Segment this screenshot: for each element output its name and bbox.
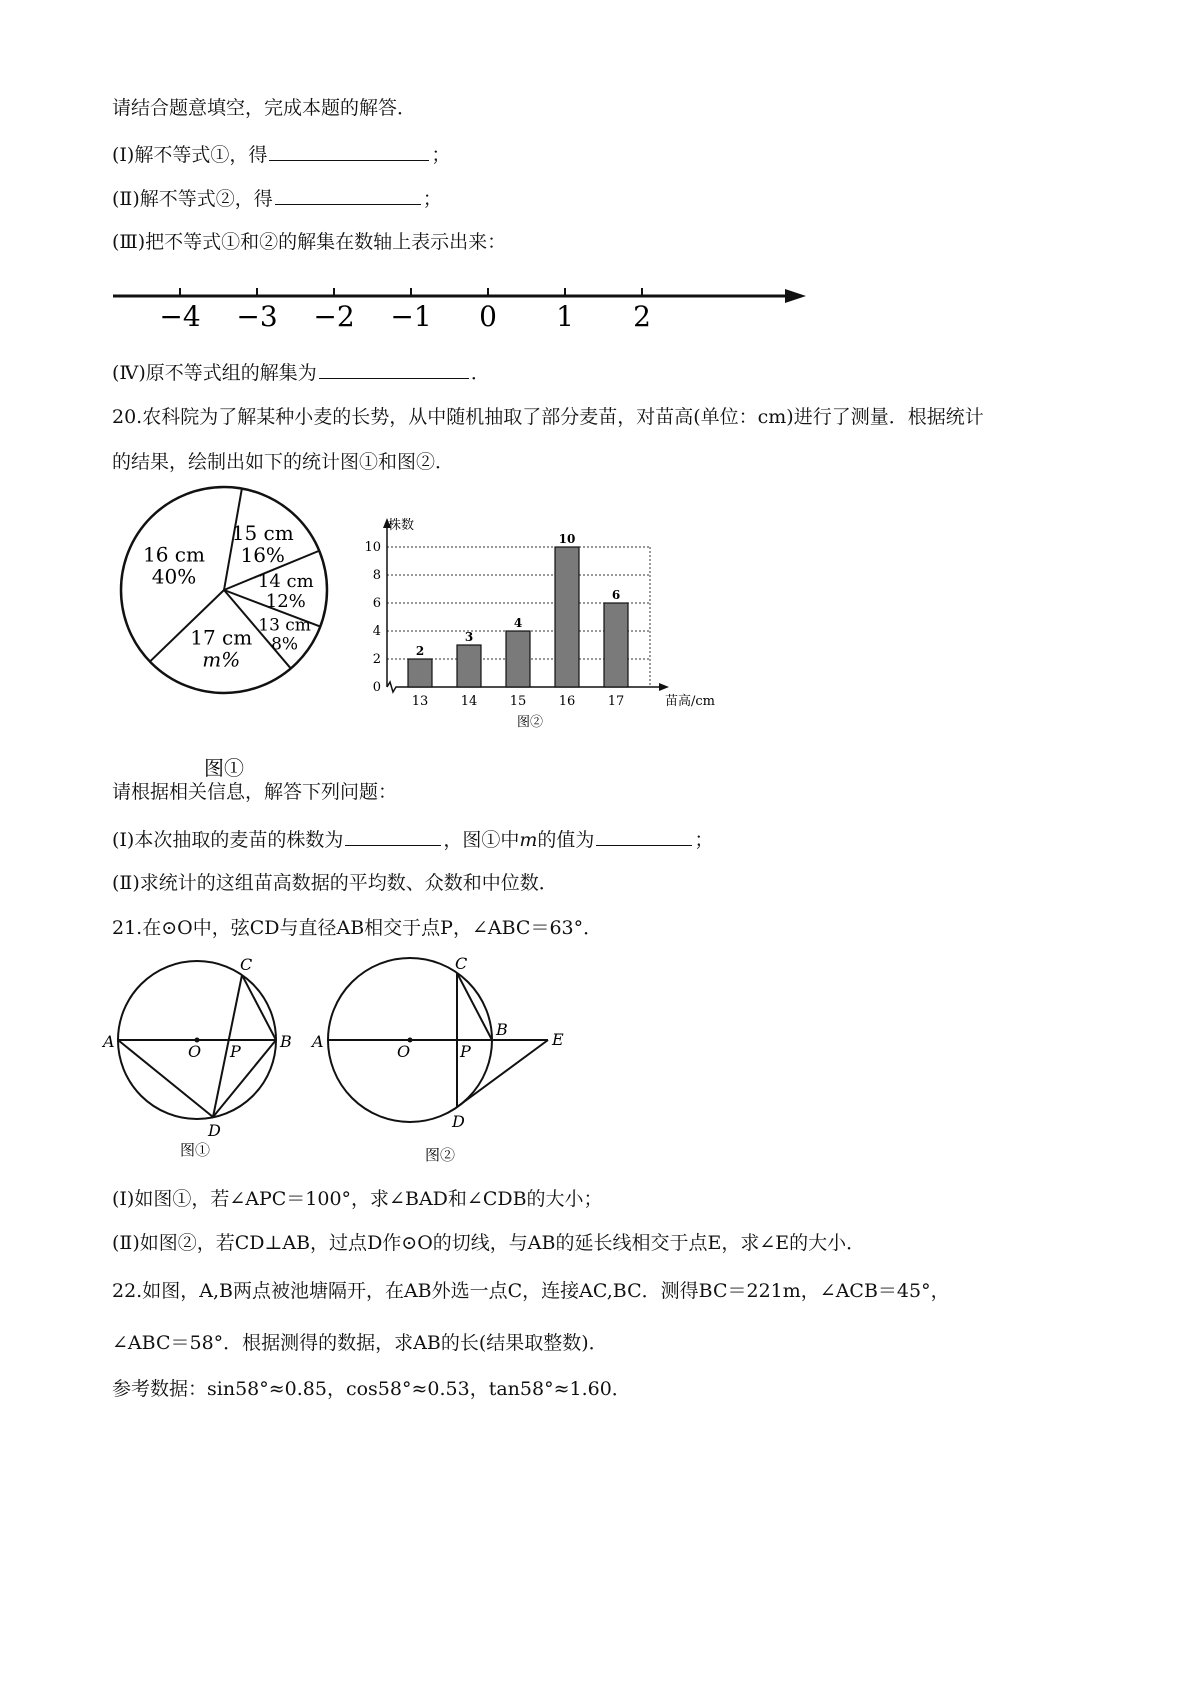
number-line-tick-label: 1: [556, 300, 574, 333]
variable-m: m: [519, 829, 538, 851]
pie-slice-percent: 12%: [265, 591, 306, 613]
fig1-label-c: C: [240, 955, 253, 974]
q21-part1: (Ⅰ)如图①，若∠APC＝100°，求∠BAD和∠CDB的大小；: [112, 1188, 603, 1210]
q19-part4: [112, 358, 490, 386]
bar-y-tick-label: 0: [372, 680, 381, 695]
pie-caption: 图①: [204, 756, 244, 780]
number-line-tick-label: −3: [236, 300, 278, 333]
bar-y-tick-label: 4: [372, 624, 381, 639]
fig2-label-d: D: [452, 1112, 465, 1131]
bar-x-tick-label: 17: [607, 694, 625, 709]
pie-slice-percent: 8%: [271, 634, 299, 655]
bar-chart: [345, 512, 725, 737]
bar: [555, 547, 579, 687]
fig2-label-a: A: [312, 1032, 324, 1051]
fig2-segment-cb: [457, 973, 492, 1040]
number-line-tick-label: −2: [313, 300, 355, 333]
pie-slice-label: 14 cm: [257, 571, 314, 593]
q19-part2-text: (Ⅱ)解不等式②，得: [112, 188, 273, 210]
pie-slice-percent: m%: [202, 647, 241, 672]
answer-blank[interactable]: [319, 358, 469, 379]
answer-blank[interactable]: [269, 140, 429, 161]
bar: [604, 603, 628, 687]
number-line-tick-label: −1: [390, 300, 432, 333]
q19-part3: (Ⅲ)把不等式①和②的解集在数轴上表示出来：: [112, 231, 507, 253]
pie-slice-label: 17 cm: [190, 625, 253, 650]
bar: [457, 645, 481, 687]
pie-chart: [112, 485, 352, 785]
answer-blank[interactable]: [596, 825, 692, 846]
fig1-label-b: B: [280, 1032, 292, 1051]
number-line-tick-label: 2: [633, 300, 651, 333]
fig2-label-p: P: [460, 1042, 471, 1061]
q20-part1: [112, 825, 713, 853]
q20-part2: (Ⅱ)求统计的这组苗高数据的平均数、众数和中位数．: [112, 872, 558, 894]
answer-blank[interactable]: [275, 184, 421, 205]
q20-part1-end: ；: [694, 829, 714, 851]
bar-y-tick-label: 2: [372, 652, 381, 667]
q19-part4-text: (Ⅳ)原不等式组的解集为: [112, 362, 317, 384]
q22-reference-data: 参考数据：sin58°≈0.85，cos58°≈0.53，tan58°≈1.60．: [112, 1378, 631, 1400]
q22-line1: 22.如图，A,B两点被池塘隔开，在AB外选一点C，连接AC,BC．测得BC＝221m，∠ACB＝45°，: [112, 1280, 950, 1302]
bar-x-label: 苗高/cm: [665, 694, 715, 709]
bar-data-label: 6: [611, 588, 621, 602]
bar-data-label: 2: [415, 644, 425, 658]
number-line-arrow: [785, 289, 806, 303]
bar-x-axis-arrow: [659, 683, 669, 691]
q20-stem-line1: 20.农科院为了解某种小麦的长势，从中随机抽取了部分麦苗，对苗高(单位：cm)进行了测量．根据统计: [112, 406, 984, 428]
q20-part1-mid2: 的值为: [537, 829, 595, 851]
bar: [408, 659, 432, 687]
q19-part2-end: ；: [422, 188, 442, 210]
q19-part4-end: ．: [470, 362, 490, 384]
bar-data-label: 4: [513, 616, 523, 630]
bar-y-label: 株数: [388, 518, 415, 533]
number-line-tick-label: 0: [479, 300, 497, 333]
number-line-tick-label: −4: [159, 300, 201, 333]
bar-caption: 图②: [516, 715, 544, 730]
pie-slice-label: 15 cm: [231, 520, 294, 545]
q22-line2: ∠ABC＝58°．根据测得的数据，求AB的长(结果取整数)．: [112, 1332, 608, 1354]
q21-stem: 21.在⊙O中，弦CD与直径AB相交于点P，∠ABC＝63°．: [112, 917, 603, 939]
fig1-caption: 图①: [179, 1141, 211, 1159]
fig2-label-o: O: [397, 1042, 411, 1061]
fig2-label-b: B: [496, 1020, 508, 1039]
bar-y-tick-label: 8: [372, 568, 381, 583]
bar-x-tick-label: 16: [558, 694, 576, 709]
fig1-label-a: A: [103, 1032, 115, 1051]
fig2-caption: 图②: [424, 1146, 456, 1164]
bar-x-tick-label: 14: [460, 694, 478, 709]
q19-part1-text: (Ⅰ)解不等式①，得: [112, 144, 268, 166]
fig2-label-c: C: [455, 955, 468, 973]
q19-part2: [112, 184, 442, 212]
pie-slice-label: 16 cm: [142, 542, 205, 567]
pie-slice-label: 13 cm: [258, 615, 311, 636]
bar: [506, 631, 530, 687]
bar-y-tick-label: 10: [364, 540, 381, 555]
pie-slice-percent: 16%: [240, 542, 285, 567]
bar-y-tick-label: 6: [372, 596, 381, 611]
q20-part1-text: (Ⅰ)本次抽取的麦苗的株数为: [112, 829, 344, 851]
fig2-label-e: E: [552, 1030, 564, 1049]
bar-x-tick-label: 13: [411, 694, 429, 709]
fig1-label-p: P: [230, 1042, 241, 1061]
q21-figures: [100, 955, 620, 1175]
number-line: [110, 280, 810, 360]
answer-blank[interactable]: [345, 825, 441, 846]
q19-intro: 请结合题意填空，完成本题的解答．: [112, 97, 417, 119]
bar-data-label: 10: [558, 532, 576, 546]
fig1-label-o: O: [188, 1042, 202, 1061]
q21-part2: (Ⅱ)如图②，若CD⊥AB，过点D作⊙O的切线，与AB的延长线相交于点E，求∠E的大小．: [112, 1232, 866, 1254]
bar-data-label: 3: [464, 630, 474, 644]
fig1-segment-cb: [242, 975, 276, 1040]
q19-part1: [112, 140, 450, 168]
fig1-label-d: D: [208, 1121, 221, 1140]
q19-part1-end: ；: [431, 144, 451, 166]
q20-prompt: 请根据相关信息，解答下列问题：: [112, 781, 398, 803]
pie-slice-percent: 40%: [151, 564, 197, 589]
q20-stem-line2: 的结果，绘制出如下的统计图①和图②．: [112, 451, 455, 473]
bar-x-tick-label: 15: [509, 694, 527, 709]
q20-part1-mid: ，图①中: [443, 829, 520, 851]
